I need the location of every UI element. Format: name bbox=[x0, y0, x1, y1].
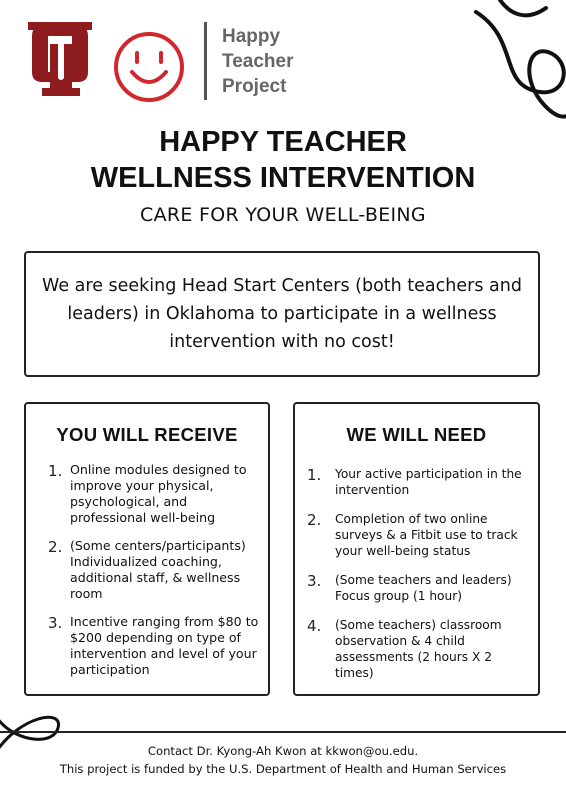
title-line: WELLNESS INTERVENTION bbox=[90, 162, 476, 194]
item-number: 3. bbox=[307, 572, 322, 590]
title-line: HAPPY TEACHER bbox=[159, 126, 407, 158]
contact-line: Contact Dr. Kyong-Ah Kwon at kkwon@ou.edu. bbox=[147, 744, 419, 758]
list-item bbox=[48, 462, 260, 526]
need-title: WE WILL NEED bbox=[346, 424, 487, 445]
need-list bbox=[307, 466, 530, 681]
item-text: (Some centers/participants) Individualized coaching, additional staff, & wellness room bbox=[70, 538, 246, 601]
footer-divider bbox=[0, 731, 566, 733]
project-name-line: Happy bbox=[222, 26, 281, 47]
list-item bbox=[307, 466, 530, 498]
top-right-swirl-icon bbox=[476, 12, 566, 117]
intro-box bbox=[24, 251, 540, 377]
logo-divider bbox=[204, 22, 207, 100]
receive-list bbox=[48, 462, 260, 678]
item-number: 1. bbox=[48, 462, 63, 480]
list-item bbox=[307, 572, 530, 604]
item-number: 3. bbox=[48, 614, 63, 632]
project-name-line: Project bbox=[222, 76, 287, 97]
item-text: Completion of two online surveys & a Fitbit use to track your well-being status bbox=[335, 512, 518, 558]
project-name bbox=[222, 24, 362, 99]
project-name-line: Teacher bbox=[222, 51, 294, 72]
smiley-face-icon bbox=[112, 30, 186, 104]
list-item bbox=[307, 617, 530, 681]
list-item bbox=[48, 538, 260, 602]
ou-interlocking-logo-icon bbox=[28, 22, 92, 98]
item-text: Your active participation in the intervention bbox=[335, 467, 522, 497]
item-number: 1. bbox=[307, 466, 322, 484]
item-number: 2. bbox=[307, 511, 322, 529]
item-text: (Some teachers and leaders) Focus group (1 hour) bbox=[335, 573, 512, 603]
top-right-swirl-tail-icon bbox=[500, 0, 546, 15]
footer bbox=[0, 742, 566, 778]
item-text: (Some teachers) classroom observation & 4 child assessments (2 hours X 2 times) bbox=[335, 618, 502, 680]
receive-title: YOU WILL RECEIVE bbox=[56, 424, 238, 445]
item-number: 4. bbox=[307, 617, 322, 635]
item-text: Incentive ranging from $80 to $200 depending on type of intervention and level of your participation bbox=[70, 614, 259, 677]
item-text: Online modules designed to improve your physical, psychological, and professional well-being bbox=[70, 462, 247, 525]
list-item bbox=[48, 614, 260, 678]
funding-line: This project is funded by the U.S. Department of Health and Human Services bbox=[59, 762, 507, 776]
need-card bbox=[293, 402, 540, 696]
page-subtitle: CARE FOR YOUR WELL-BEING bbox=[140, 204, 426, 226]
receive-card bbox=[24, 402, 270, 696]
page-title bbox=[0, 124, 566, 196]
list-item bbox=[307, 511, 530, 559]
intro-text: We are seeking Head Start Centers (both teachers and leaders) in Oklahoma to participate in a wellness intervention with no cost! bbox=[42, 276, 522, 352]
item-number: 2. bbox=[48, 538, 63, 556]
